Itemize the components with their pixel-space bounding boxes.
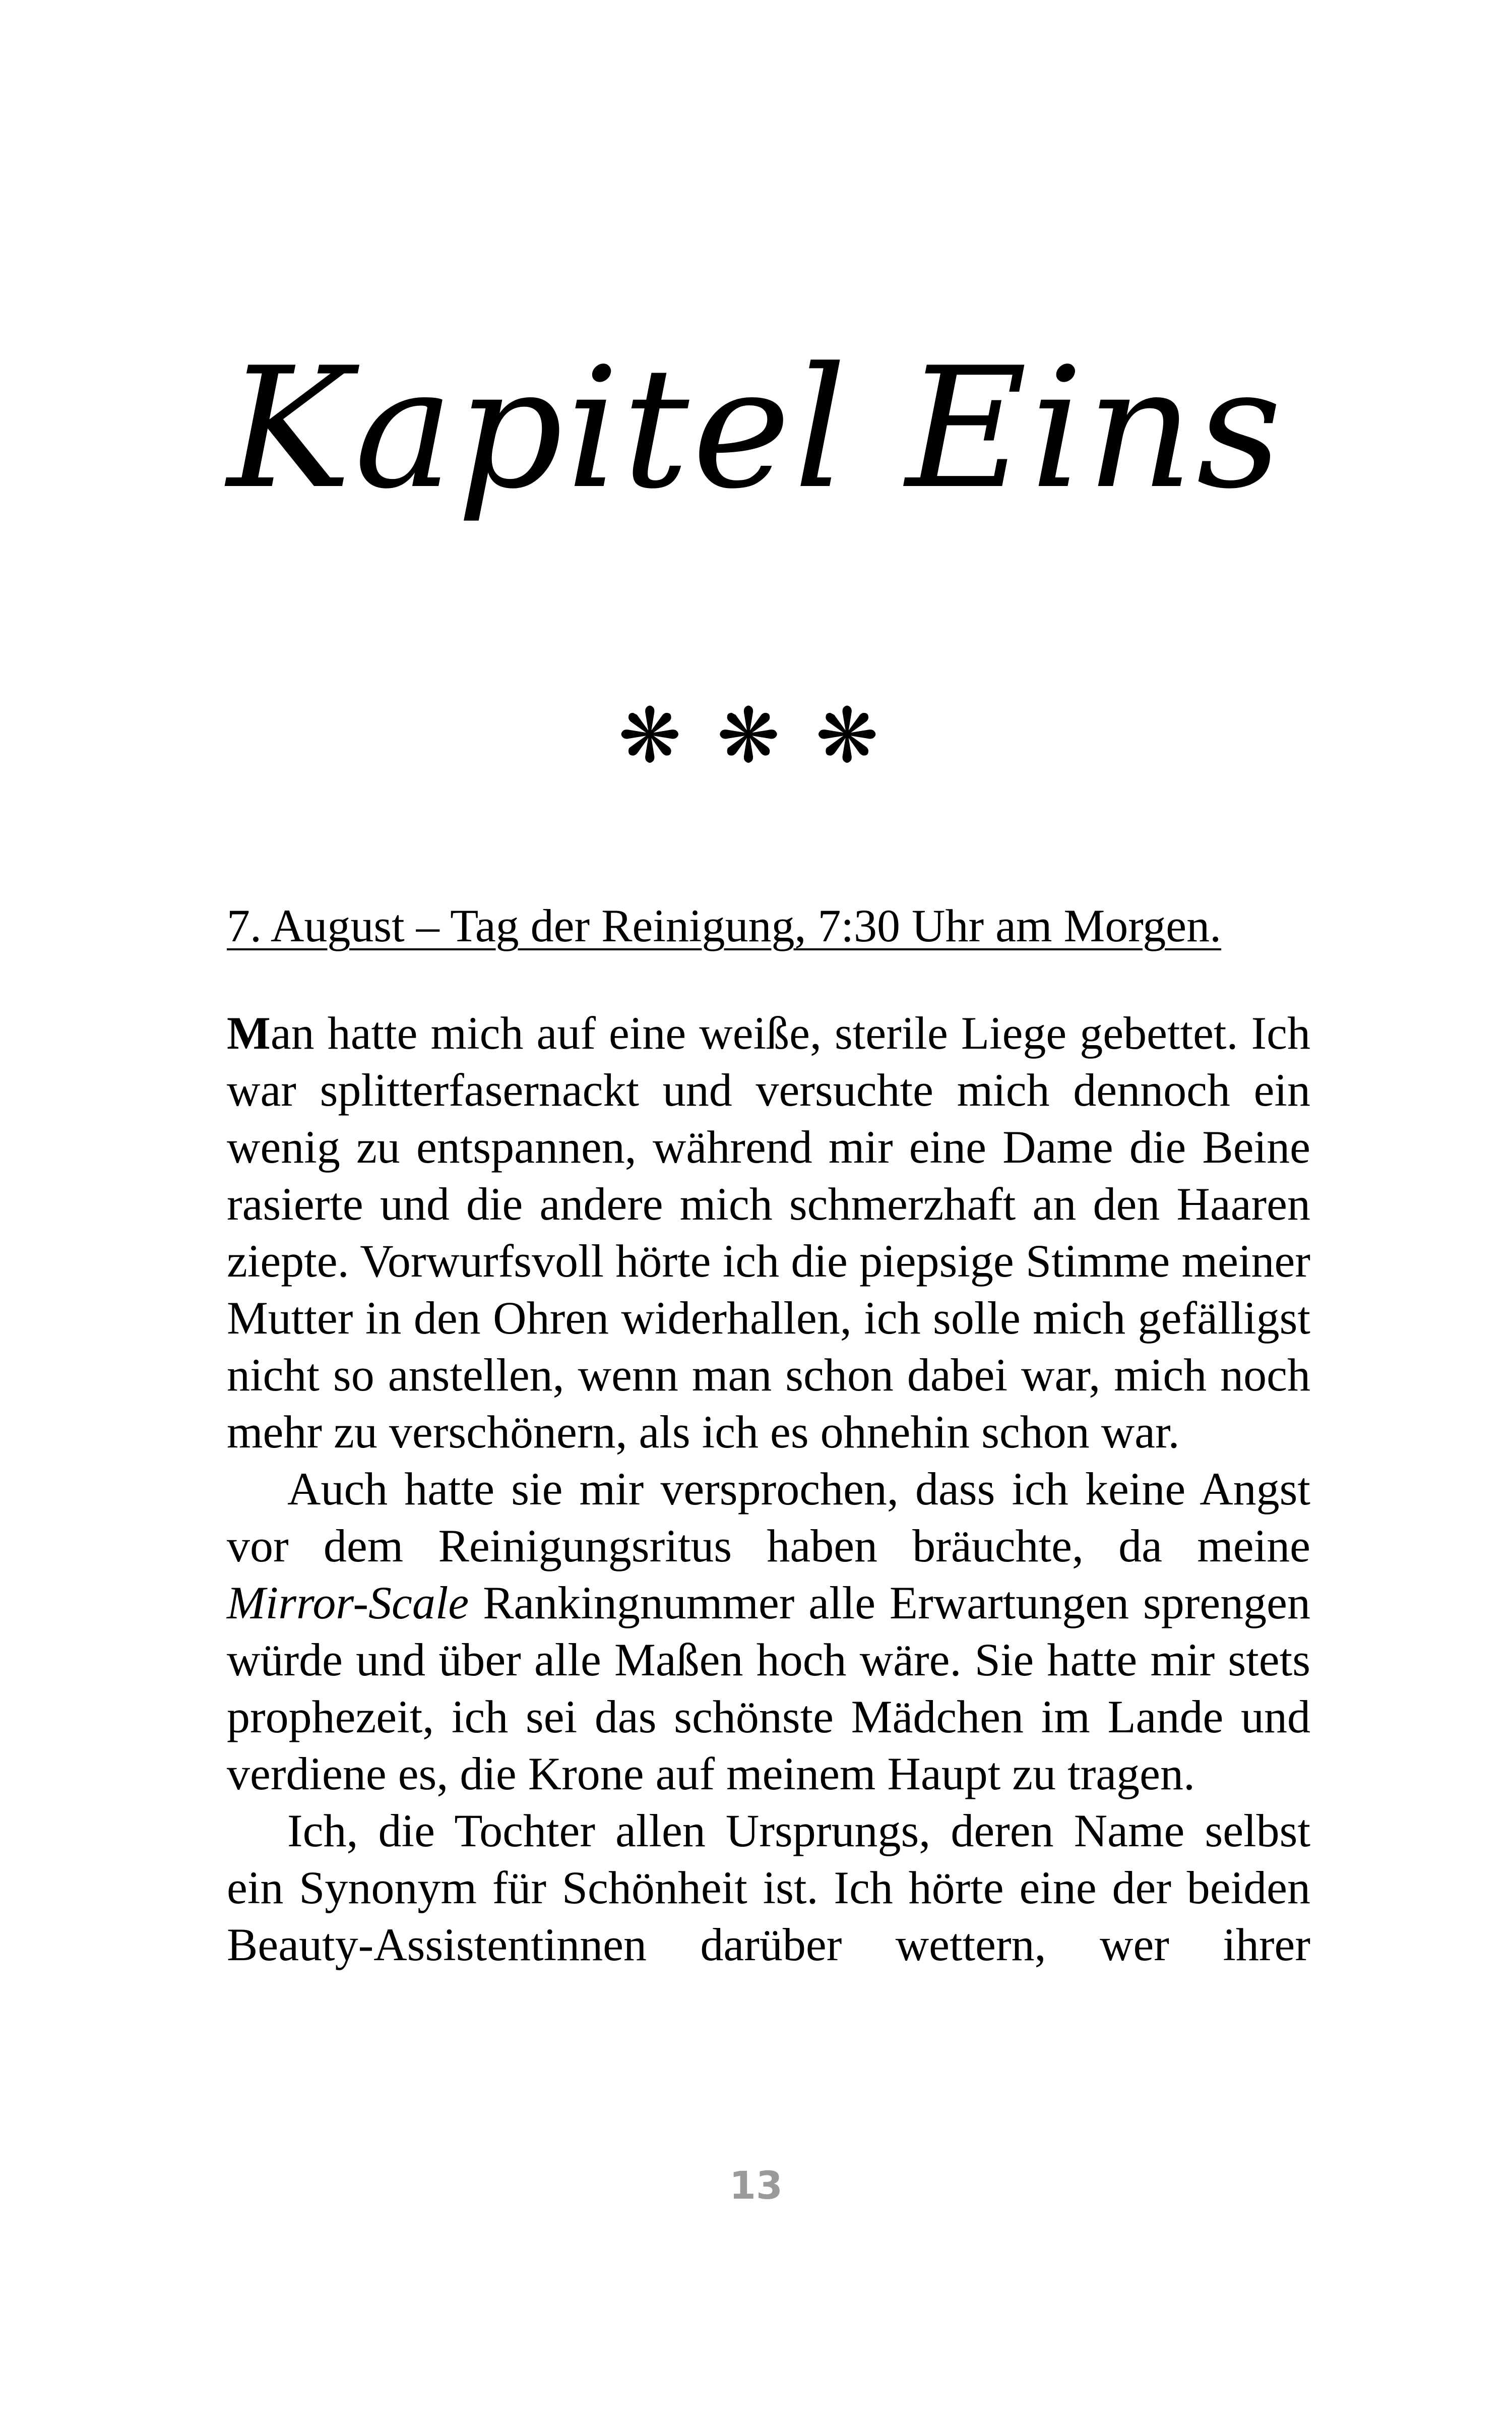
chapter-title: Kapitel Eins <box>227 332 1285 525</box>
paragraph-3: Ich, die Tochter allen Ursprungs, deren Name selbst ein Synonym für Schönheit ist. Ich hörte eine der beiden Beauty-Assistentinnen darüber wettern, wer ihrer <box>227 1805 1310 1970</box>
paragraph-2-text-start: Auch hatte sie mir versprochen, dass ich keine Angst vor dem Reinigungsritus haben bräuchte, da meine <box>227 1463 1310 1571</box>
asterism-glyph: ❋ <box>717 692 795 780</box>
paragraph-1-text: an hatte mich auf eine weiße, sterile Liege gebettet. Ich war splitterfasernackt und versuchte mich dennoch ein wenig zu entspannen, während mir eine Dame die Beine rasierte und die andere mich schmerzhaft an den Haaren ziepte. Vorwurfsvoll hörte ich die piepsige Stimme meiner Mutter in den Ohren widerhallen, ich solle mich gefälligst nicht so anstellen, wenn man schon dabei war, mich noch mehr zu verschönern, als ich es ohnehin schon war. <box>227 1007 1310 1458</box>
paragraph-2-italic-term: Mirror-Scale <box>227 1577 469 1628</box>
section-ornament <box>0 693 1512 779</box>
paragraph-1 <box>227 1005 1310 1461</box>
asterism-glyph: ❋ <box>815 692 894 780</box>
paragraph-2 <box>227 1461 1310 1802</box>
dateline: 7. August – Tag der Reinigung, 7:30 Uhr am Morgen. <box>227 900 1222 951</box>
asterism-glyph: ❋ <box>618 692 697 780</box>
initial-letter: M <box>227 1007 271 1059</box>
body-text <box>227 897 1310 1973</box>
paragraph-2-text-end: Rankingnummer alle Erwartungen sprengen würde und über alle Maßen hoch wäre. Sie hatte mir stets prophezeit, ich sei das schönste Mädchen im Lande und verdiene es, die Krone auf meinem Haupt zu tragen. <box>227 1577 1310 1799</box>
page-number: 13 <box>729 2163 783 2208</box>
